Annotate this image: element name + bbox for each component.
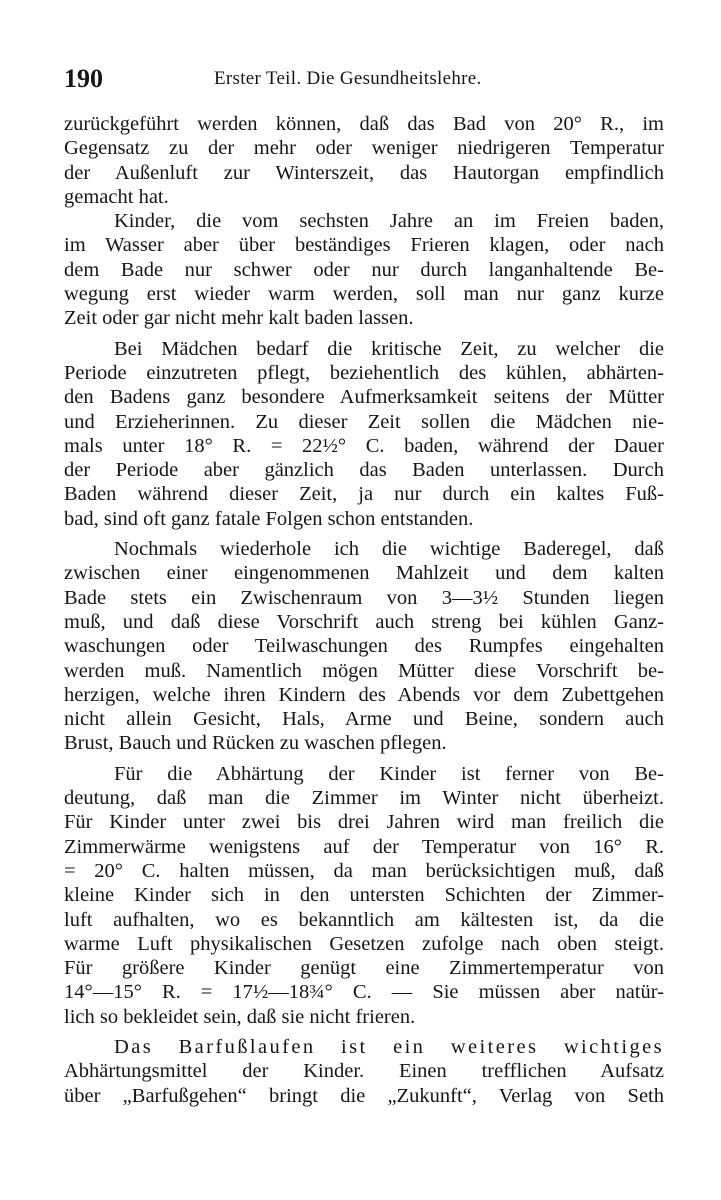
text-line: gemacht hat. [64, 185, 169, 208]
text-line: werden muß. Namentlich mögen Mütter diese Vorschrift be- [64, 659, 664, 682]
text-line: Das Barfußlaufen ist ein weiteres wichtiges [114, 1035, 664, 1058]
text-line: Baden während dieser Zeit, ja nur durch ein kaltes Fuß- [64, 483, 664, 506]
text-line: bad, sind oft ganz fatale Folgen schon entstanden. [64, 507, 474, 530]
text-line: dem Bade nur schwer oder nur durch langanhaltende Be- [64, 258, 664, 281]
text-line: zurückgeführt werden können, daß das Bad von 20° R., im [64, 113, 664, 135]
text-line: kleine Kinder sich in den untersten Schichten der Zimmer- [64, 884, 664, 907]
text-line: Für Kinder unter zwei bis drei Jahren wird man freilich die [64, 811, 664, 834]
paragraph [64, 337, 664, 531]
text-line: Zeit oder gar nicht mehr kalt baden lassen. [64, 307, 414, 330]
page-header [64, 62, 664, 96]
text-line: Nochmals wiederhole ich die wichtige Baderegel, daß [114, 538, 664, 561]
paragraph [64, 762, 664, 1029]
text-line: Periode einzutreten pflegt, beziehentlich des kühlen, abhärten- [64, 361, 664, 384]
body-text [64, 112, 664, 1108]
text-line: Gegensatz zu der mehr oder weniger niedrigeren Temperatur [64, 137, 664, 160]
text-line: Bade stets ein Zwischenraum von 3—3½ Stunden liegen [64, 586, 664, 609]
text-line: Brust, Bauch und Rücken zu waschen pflegen. [64, 732, 447, 755]
text-line: und Erzieherinnen. Zu dieser Zeit sollen die Mädchen nie- [64, 410, 664, 433]
text-line: luft aufhalten, wo es bekanntlich am kältesten ist, da die [64, 908, 664, 931]
paragraph [64, 1035, 664, 1108]
paragraph [64, 537, 664, 756]
text-line: muß, und daß diese Vorschrift auch streng bei kühlen Ganz- [64, 610, 664, 633]
text-line: nicht allein Gesicht, Hals, Arme und Beine, sondern auch [64, 708, 664, 731]
text-line: Zimmerwärme wenigstens auf der Temperatur von 16° R. [64, 835, 664, 858]
text-line: zwischen einer eingenommenen Mahlzeit und dem kalten [64, 562, 664, 585]
text-line: über „Barfußgehen“ bringt die „Zukunft“, Verlag von Seth [64, 1084, 664, 1107]
text-line: lich so bekleidet sein, daß sie nicht frieren. [64, 1005, 416, 1028]
text-line: herzigen, welche ihren Kindern des Abends vor dem Zubettgehen [64, 683, 664, 706]
text-line: = 20° C. halten müssen, da man berücksichtigen muß, daß [64, 859, 664, 882]
text-line: der Periode aber gänzlich das Baden unterlassen. Durch [64, 459, 664, 482]
paragraph [64, 209, 664, 330]
running-head: Erster Teil. Die Gesundheitslehre. [214, 68, 482, 89]
text-line: Für größere Kinder genügt eine Zimmertemperatur von [64, 957, 664, 980]
text-line: waschungen oder Teilwaschungen des Rumpfes eingehalten [64, 635, 664, 658]
text-line: Bei Mädchen bedarf die kritische Zeit, zu welcher die [114, 337, 664, 360]
text-line: mals unter 18° R. = 22½° C. baden, während der Dauer [64, 434, 664, 457]
text-line: im Wasser aber über beständiges Frieren klagen, oder nach [64, 234, 664, 257]
text-line: Abhärtungsmittel der Kinder. Einen trefflichen Aufsatz [64, 1060, 664, 1083]
text-line: 14°—15° R. = 17½—18¾° C. — Sie müssen aber natür- [64, 981, 664, 1004]
text-line: den Badens ganz besondere Aufmerksamkeit seitens der Mütter [64, 386, 664, 409]
text-line: wegung erst wieder warm werden, soll man nur ganz kurze [64, 283, 664, 306]
text-line: warme Luft physikalischen Gesetzen zufolge nach oben steigt. [64, 932, 664, 955]
text-line: Kinder, die vom sechsten Jahre an im Freien baden, [114, 210, 664, 233]
text-line: Für die Abhärtung der Kinder ist ferner von Be- [114, 762, 664, 785]
text-line: der Außenluft zur Winterszeit, das Hautorgan empfindlich [64, 161, 664, 184]
text-line: deutung, daß man die Zimmer im Winter nicht überheizt. [64, 787, 664, 810]
page-number: 190 [64, 64, 103, 93]
paragraph [64, 112, 664, 209]
